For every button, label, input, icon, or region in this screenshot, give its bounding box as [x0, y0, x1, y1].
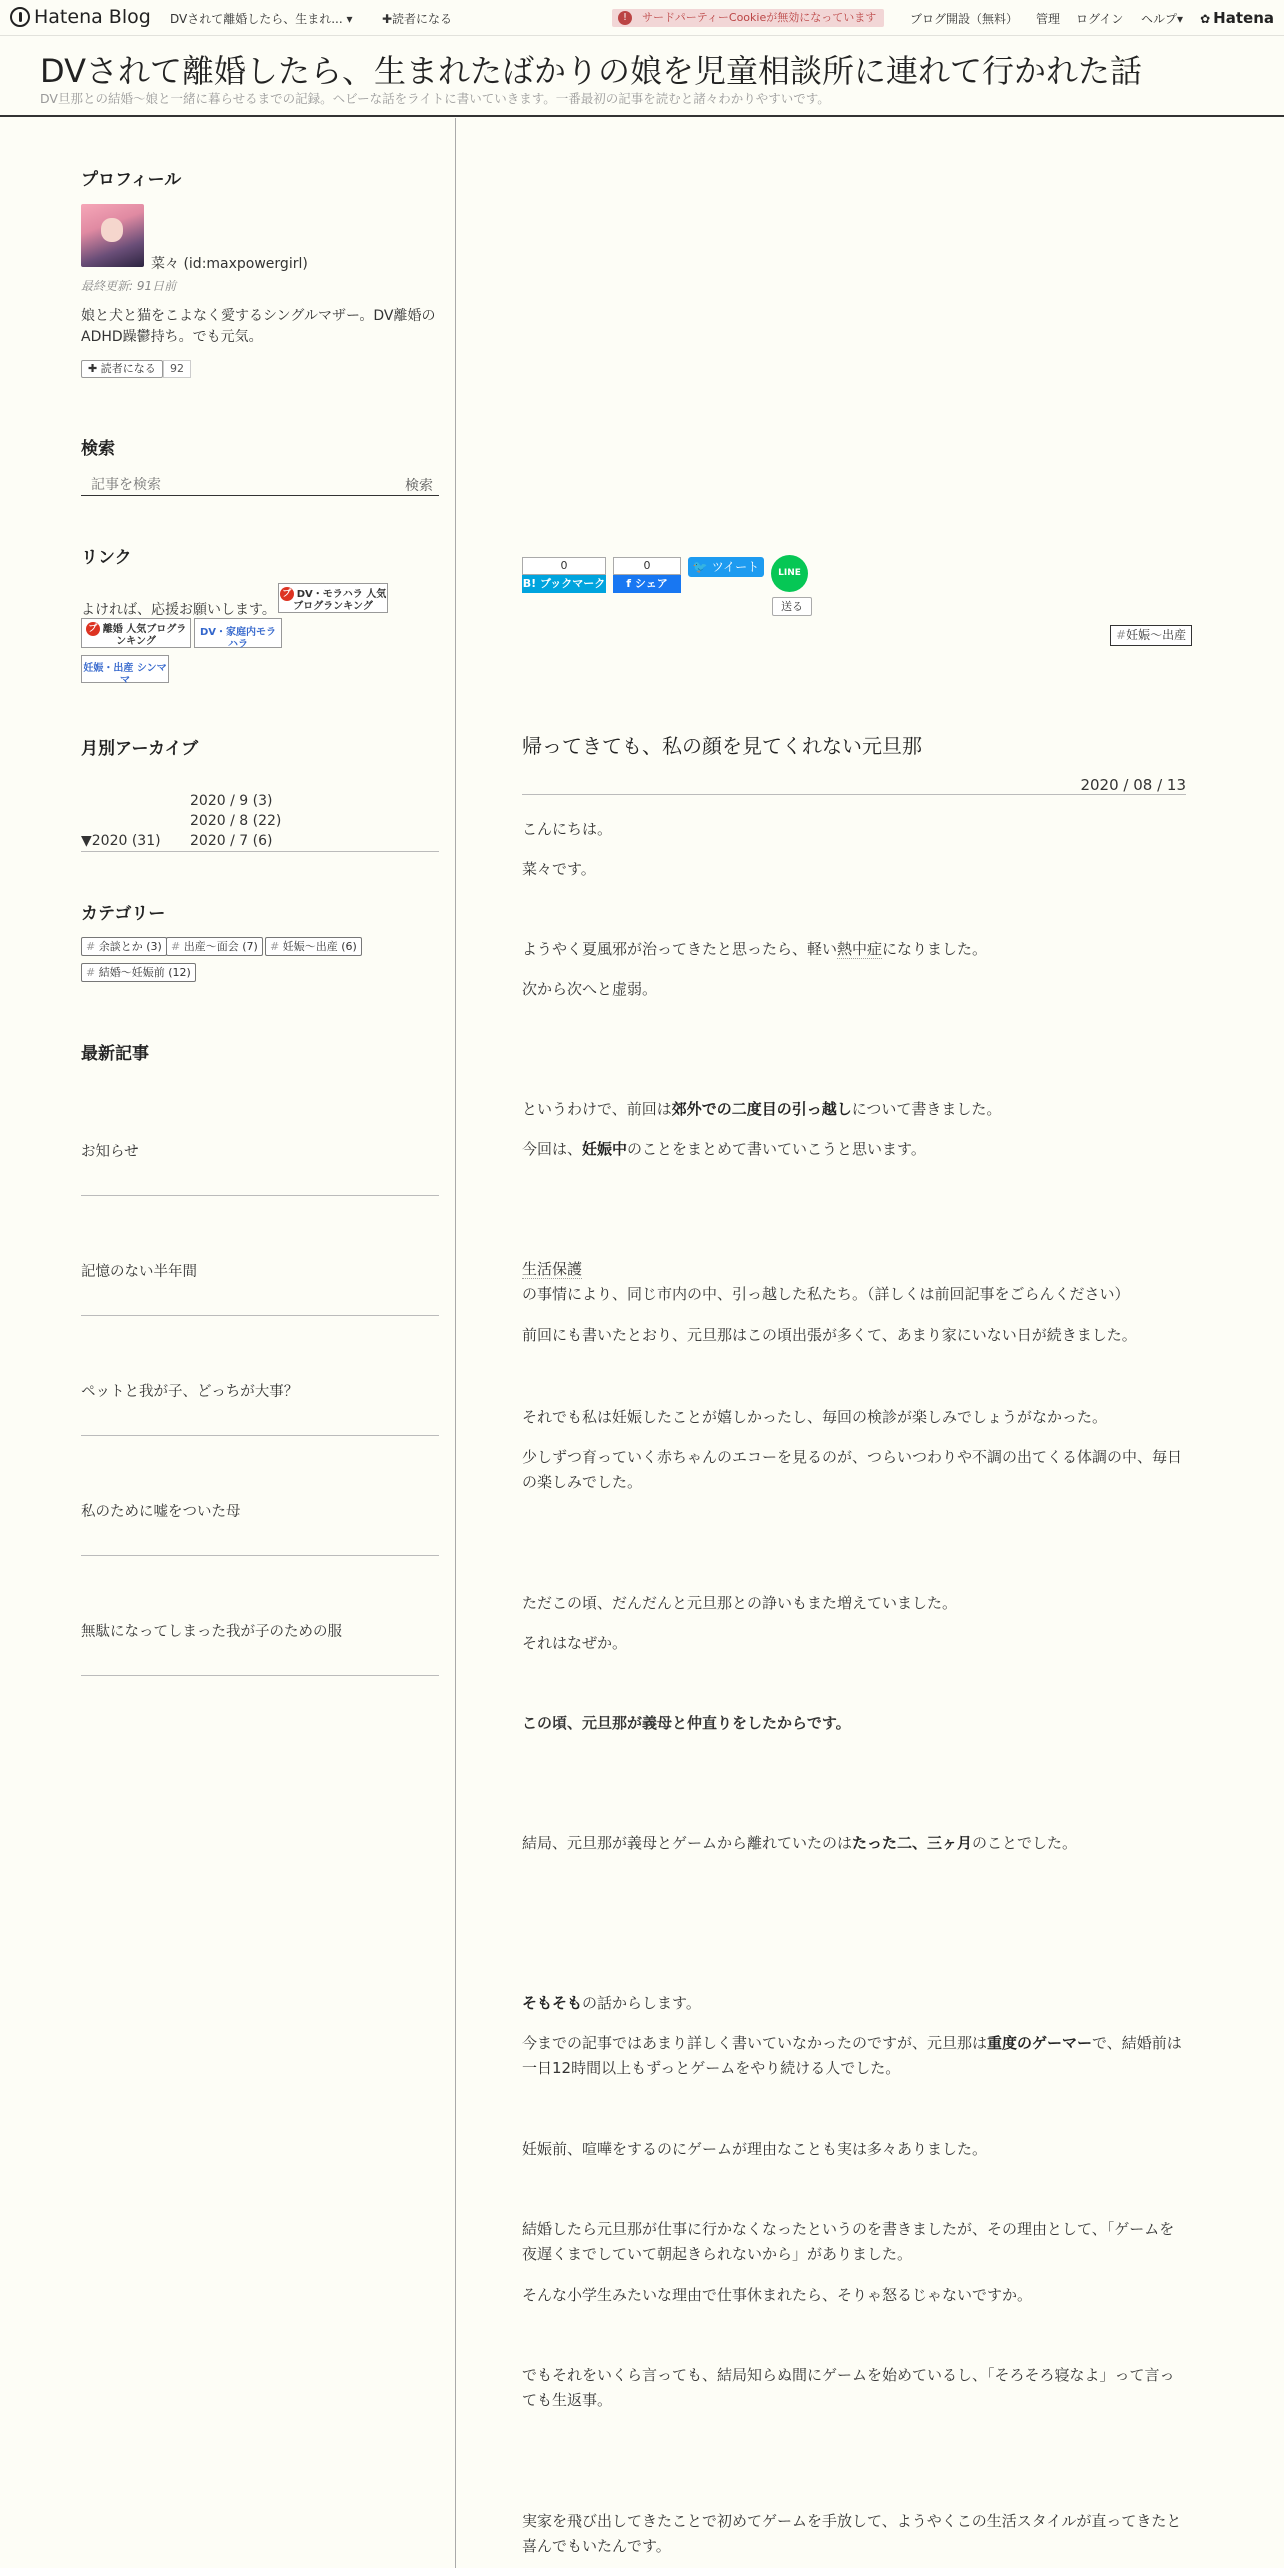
banner-pregnancy[interactable]: 妊娠・出産 シンママ: [81, 655, 169, 683]
hatena-topbar: [0, 0, 1284, 36]
paragraph: 菜々です。: [522, 860, 596, 878]
facebook-count: 0: [613, 557, 681, 575]
follow-button[interactable]: ✚ 読者になる: [81, 360, 163, 378]
paragraph: こんにちは。: [522, 820, 613, 838]
paragraph: そんな小学生みたいな理由で仕事休まれたら、そりゃ怒るじゃないですか。: [522, 2286, 1033, 2304]
search-form: [81, 474, 439, 496]
blog-selector[interactable]: DVされて離婚したら、生まれ... ▾: [170, 12, 353, 26]
nav-help[interactable]: ヘルプ▾: [1141, 12, 1184, 26]
archive-heading: 月別アーカイブ: [81, 739, 199, 759]
paragraph: 次から次へと虚弱。: [522, 980, 658, 998]
twitter-bird-icon: 🐦: [692, 560, 708, 574]
banner-dv-moraharra[interactable]: ブ DV・モラハラ 人気ブログランキング: [278, 583, 388, 613]
category-tag[interactable]: # 余談とか (3): [81, 937, 167, 956]
recent-post[interactable]: お知らせ: [81, 1144, 139, 1160]
cookie-notice[interactable]: [612, 9, 884, 27]
entry-category-tag[interactable]: #妊娠～出産: [1110, 625, 1192, 646]
line-share-button[interactable]: LINE: [771, 555, 808, 592]
search-input[interactable]: [81, 477, 361, 493]
recent-divider: [81, 1315, 439, 1316]
ranking-icon: ブ: [280, 587, 294, 601]
entry-title-divider: [522, 794, 1186, 795]
archive-month[interactable]: 2020 / 8 (22): [190, 813, 282, 829]
tweet-button[interactable]: 🐦 ツイート: [688, 557, 764, 577]
facebook-share-button[interactable]: [613, 557, 681, 593]
recent-post[interactable]: 記憶のない半年間: [81, 1264, 197, 1280]
facebook-label: f シェア: [613, 575, 681, 593]
paragraph: 少しずつ育っていく赤ちゃんのエコーを見るのが、つらいつわりや不調の出てくる体調の中、毎日の楽しみでした。: [522, 1448, 1183, 1491]
links-heading: リンク: [81, 548, 132, 568]
bookmark-label: B! ブックマーク: [522, 575, 606, 593]
nav-login[interactable]: ログイン: [1076, 12, 1124, 26]
last-updated: 最終更新: 91日前: [81, 279, 177, 293]
banner-dv-home[interactable]: DV・家庭内モラハラ: [194, 618, 282, 648]
paragraph: 結婚したら元旦那が仕事に行かなくなったというのを書きましたが、その理由として、「ゲームを夜遅くまでしていて朝起きられないから」がありました。: [522, 2220, 1175, 2263]
cookie-notice-text: サードパーティーCookieが無効になっています: [642, 11, 877, 24]
profile-name[interactable]: 菜々 (id:maxpowergirl): [151, 256, 308, 272]
entry-date[interactable]: 2020 / 08 / 13: [1080, 776, 1186, 794]
hatena-bookmark-button[interactable]: [522, 557, 606, 593]
category-tag[interactable]: # 妊娠～出産 (6): [265, 937, 362, 956]
search-heading: 検索: [81, 439, 115, 459]
archive-month[interactable]: 2020 / 9 (3): [190, 793, 273, 809]
paragraph: というわけで、前回は郊外での二度目の引っ越しについて書きました。: [522, 1100, 1002, 1118]
links-text: よければ、応援お願いします。: [81, 602, 276, 618]
recent-post[interactable]: ペットと我が子、どっちが大事？: [81, 1384, 299, 1400]
hatena-brand[interactable]: ✿ Hatena: [1200, 9, 1274, 27]
keyword-link[interactable]: 熱中症: [837, 940, 883, 958]
blog-title[interactable]: DVされて離婚したら、生まれたばかりの娘を児童相談所に連れて行かれた話: [40, 52, 1142, 90]
recent-post[interactable]: 無駄になってしまった我が子のための服: [81, 1624, 342, 1640]
recent-heading: 最新記事: [81, 1044, 149, 1064]
paragraph: 今回は、妊娠中のことをまとめて書いていこうと思います。: [522, 1140, 926, 1158]
paragraph: でもそれをいくら言っても、結局知らぬ間にゲームを始めているし、「そろそろ寝なよ」って言っても生返事。: [522, 2366, 1175, 2409]
ranking-icon: ブ: [86, 622, 100, 636]
paragraph: 結局、元旦那が義母とゲームから離れていたのはたった二、三ヶ月のことでした。: [522, 1834, 1078, 1852]
archive-divider: [81, 851, 439, 852]
blog-description: DV旦那との結婚～娘と一緒に暮らせるまでの記録。ヘビーな話をライトに書いていきます。一番最初の記事を読むと諸々わかりやすいです。: [40, 91, 830, 106]
hatena-bird-icon: ✿: [1200, 12, 1211, 26]
archive-year[interactable]: ▼2020 (31): [81, 833, 161, 849]
paragraph: 前回にも書いたとおり、元旦那はこの頃出張が多くて、あまり家にいない日が続きました。: [522, 1326, 1137, 1344]
bookmark-count: 0: [522, 557, 606, 575]
search-button[interactable]: 検索: [405, 478, 433, 494]
nav-open-blog[interactable]: ブログ開設（無料）: [910, 12, 1019, 26]
sidebar: [0, 118, 456, 2568]
paragraph: 妊娠前、喧嘩をするのにゲームが理由なことも実は多々ありました。: [522, 2140, 988, 2158]
paragraph: それはなぜか。: [522, 1634, 628, 1652]
paragraph: この頃、元旦那が義母と仲直りをしたからです。: [522, 1714, 851, 1732]
category-tag[interactable]: # 結婚～妊娠前 (12): [81, 963, 196, 982]
keyword-link[interactable]: 生活保護: [522, 1260, 583, 1278]
paragraph: ようやく夏風邪が治ってきたと思ったら、軽い熱中症になりました。: [522, 940, 988, 958]
warning-icon: !: [618, 11, 632, 25]
category-tag[interactable]: # 出産～面会 (7): [166, 937, 263, 956]
paragraph: 実家を飛び出してきたことで初めてゲームを手放して、ようやくこの生活スタイルが直ってきたと喜んでもいたんです。: [522, 2512, 1182, 2555]
recent-divider: [81, 1435, 439, 1436]
recent-divider: [81, 1555, 439, 1556]
hatena-logo-icon: [10, 7, 30, 27]
banner-divorce[interactable]: ブ 離婚 人気ブログランキング: [81, 618, 191, 648]
follower-count[interactable]: 92: [163, 360, 191, 378]
recent-divider: [81, 1195, 439, 1196]
profile-heading: プロフィール: [81, 170, 182, 190]
paragraph: 生活保護の事情により、同じ市内の中、引っ越した私たち。（詳しくは前回記事をごらんください）: [522, 1260, 1130, 1303]
line-send-button[interactable]: 送る: [772, 597, 812, 616]
avatar[interactable]: [81, 204, 144, 267]
paragraph: ただこの頃、だんだんと元旦那との諍いもまた増えていました。: [522, 1594, 958, 1612]
entry-title[interactable]: 帰ってきても、私の顔を見てくれない元旦那: [522, 734, 922, 758]
recent-post[interactable]: 私のために嘘をついた母: [81, 1504, 241, 1520]
header-divider: [0, 115, 1284, 117]
recent-divider: [81, 1675, 439, 1676]
paragraph: 今までの記事ではあまり詳しく書いていなかったのですが、元旦那は重度のゲーマーで、結婚前は一日12時間以上もずっとゲームをやり続ける人でした。: [522, 2034, 1182, 2077]
profile-bio: 娘と犬と猫をこよなく愛するシングルマザー。DV離婚のADHD躁鬱持ち。でも元気。: [81, 308, 436, 345]
paragraph: そもそもの話からします。: [522, 1994, 701, 2012]
subscribe-link[interactable]: ✚読者になる: [382, 12, 453, 26]
paragraph: それでも私は妊娠したことが嬉しかったし、毎回の検診が楽しみでしょうがなかった。: [522, 1408, 1108, 1426]
hatena-blog-logo[interactable]: [10, 6, 151, 28]
nav-admin[interactable]: 管理: [1036, 12, 1061, 26]
category-heading: カテゴリー: [81, 904, 166, 924]
archive-month[interactable]: 2020 / 7 (6): [190, 833, 273, 849]
logo-text: Hatena Blog: [34, 6, 151, 28]
